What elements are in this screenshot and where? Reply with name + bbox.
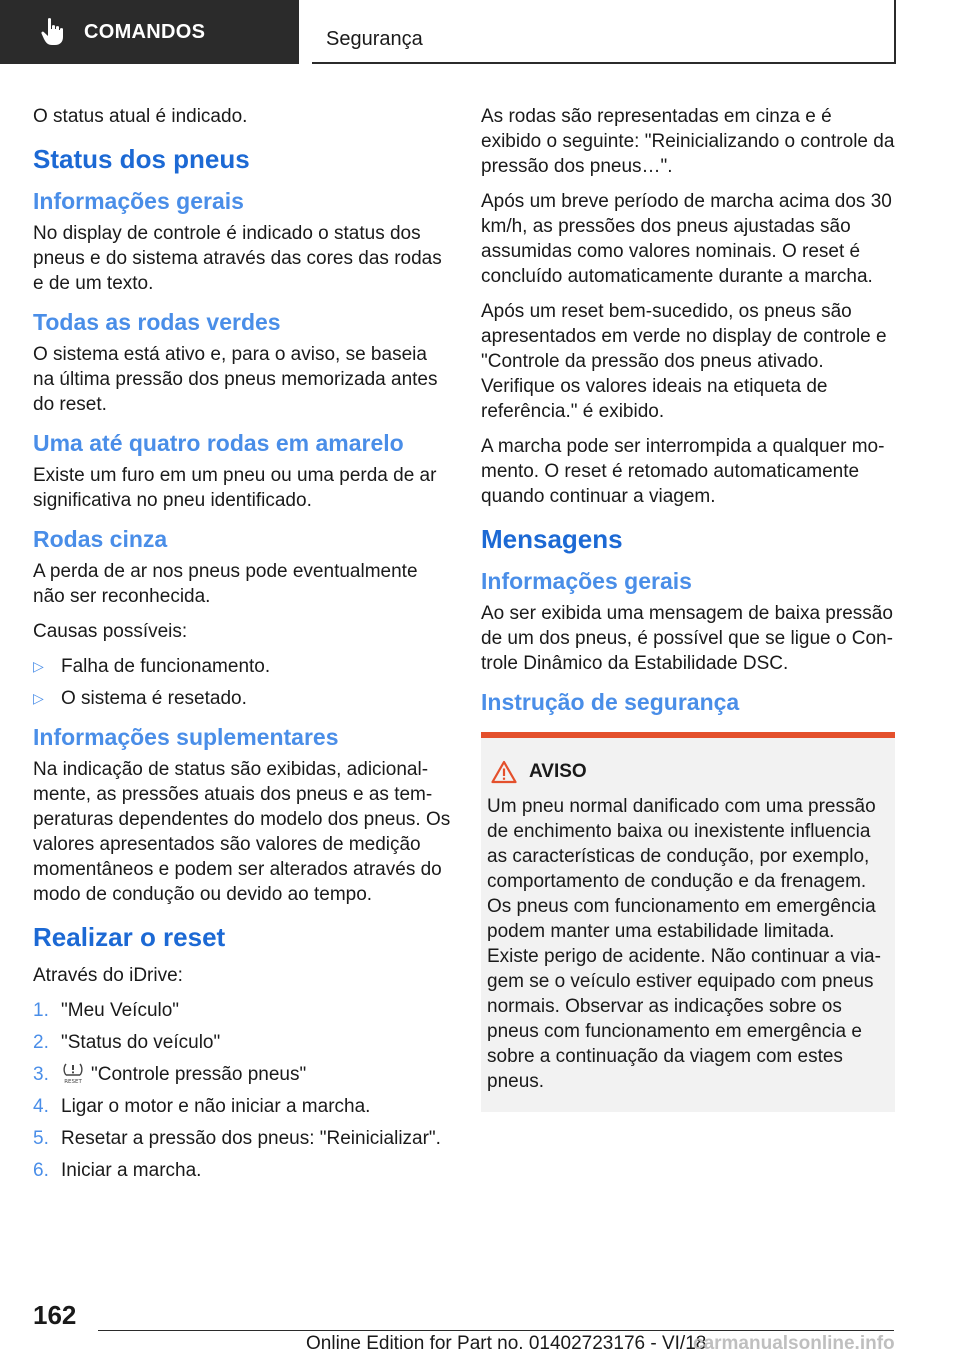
heading-rodas-amarelo: Uma até quatro rodas em amarelo <box>33 430 404 456</box>
paragraph-rodas-verdes: O sistema está ativo e, para o aviso, se baseia na última pressão dos pneus memorizada antes do reset. <box>33 344 438 415</box>
paragraph-marcha-interrompida: A marcha pode ser interrompida a qualquer momento. O reset é retomado automaticamente quando continuar a viagem. <box>481 436 885 507</box>
warning-triangle-icon <box>491 760 517 784</box>
warning-box <box>481 732 895 1112</box>
heading-realizar-reset: Realizar o reset <box>33 922 226 952</box>
paragraph-rodas-cinza-exibido: As rodas são representadas em cinza e é exibido o seguinte: "Reinicializando o controle da pressão dos pneus…". <box>481 106 895 177</box>
svg-text:RESET: RESET <box>64 1079 82 1084</box>
reset-steps-list <box>33 998 451 1183</box>
list-item: 1. "Meu Veículo" <box>33 1000 180 1021</box>
warning-text: Um pneu normal danificado com uma pressão de enchimento baixa ou inexistente influencia as características de condução, por exemplo, comportamento de condução e da frenagem. Os pneus com funcionamento em emergência podem manter uma estabilidade limitada. Existe perigo de acidente. Não continuar a viagem se o veículo estiver equipado com pneus normais. Observar as indicações sobre os pneus com funcionamento em emergência e sobre a continuação da viagem com estes pneus. <box>487 796 881 1092</box>
page-number: 162 <box>33 1300 77 1330</box>
breadcrumb <box>312 0 896 64</box>
breadcrumb-label: Segurança <box>326 28 423 50</box>
list-item: 4. Ligar o motor e não iniciar a marcha. <box>33 1096 371 1117</box>
heading-instrucao-seguranca: Instrução de segurança <box>481 689 740 715</box>
paragraph-rodas-cinza: A perda de ar nos pneus pode eventualmente não ser reconhecida. <box>33 561 418 607</box>
left-column <box>33 100 451 1193</box>
section-tab <box>0 0 299 64</box>
right-column <box>481 100 895 1112</box>
intro-text: O status atual é indicado. <box>33 106 248 127</box>
section-title: COMANDOS <box>84 20 206 43</box>
hand-pointer-icon <box>40 17 66 47</box>
heading-informacoes-gerais-2: Informações gerais <box>481 568 692 594</box>
list-item: ▷ O sistema é resetado. <box>33 688 247 709</box>
triangle-bullet-icon: ▷ <box>33 658 44 674</box>
list-item: 5. Resetar a pressão dos pneus: "Reinicializar". <box>33 1128 441 1149</box>
paragraph-rodas-amarelo: Existe um furo em um pneu ou uma perda de ar significativa no pneu identificado. <box>33 465 437 511</box>
list-item: ▷ Falha de funcionamento. <box>33 656 271 677</box>
warning-label: AVISO <box>529 761 587 782</box>
heading-informacoes-suplementares: Informações suplementares <box>33 724 339 750</box>
list-item: 3. RESET "Controle pressão pneus" <box>33 1064 307 1085</box>
heading-informacoes-gerais: Informações gerais <box>33 188 244 214</box>
watermark: carmanualsonline.info <box>693 1333 895 1354</box>
paragraph-reset-sucedido: Após um reset bem-sucedido, os pneus são apresentados em verde no display de controle e "Controle da pressão dos pneus ativado. Verifique os valores ideais na etiqueta de referência." é exibido. <box>481 301 887 422</box>
list-item: 6. Iniciar a marcha. <box>33 1160 202 1181</box>
paragraph-realizar-reset: Através do iDrive: <box>33 965 183 986</box>
heading-status-pneus: Status dos pneus <box>33 144 250 174</box>
triangle-bullet-icon: ▷ <box>33 690 44 706</box>
causes-list <box>33 654 451 711</box>
heading-mensagens: Mensagens <box>481 524 623 554</box>
heading-rodas-cinza: Rodas cinza <box>33 526 168 552</box>
paragraph-informacoes-gerais: No display de controle é indicado o status dos pneus e do sistema através das cores das rodas e de um texto. <box>33 223 442 294</box>
heading-rodas-verdes: Todas as rodas verdes <box>33 309 281 335</box>
paragraph-informacoes-suplementares: Na indicação de status são exibidas, adicionalmente, as pressões atuais dos pneus e as temperaturas dependentes do modelo dos pneus. Os valores apresentados são valores de medição momentâneos e podem ser alterados através do modo de condução ou devido ao tempo. <box>33 759 451 905</box>
edition-text: Online Edition for Part no. 01402723176 - VI/18 <box>306 1333 707 1354</box>
footer-divider <box>98 1330 894 1331</box>
tire-reset-icon <box>61 1062 85 1084</box>
list-item: 2. "Status do veículo" <box>33 1032 221 1053</box>
causas-label: Causas possíveis: <box>33 621 188 642</box>
paragraph-informacoes-gerais-2: Ao ser exibida uma mensagem de baixa pressão de um dos pneus, é possível que se ligue o Controle Dinâmico da Estabilidade DSC. <box>481 603 893 674</box>
warning-title <box>487 760 889 784</box>
paragraph-breve-periodo: Após um breve período de marcha acima dos 30 km/h, as pressões dos pneus ajustadas são assumidas como valores nominais. O reset é concluído automaticamente durante a marcha. <box>481 191 892 287</box>
